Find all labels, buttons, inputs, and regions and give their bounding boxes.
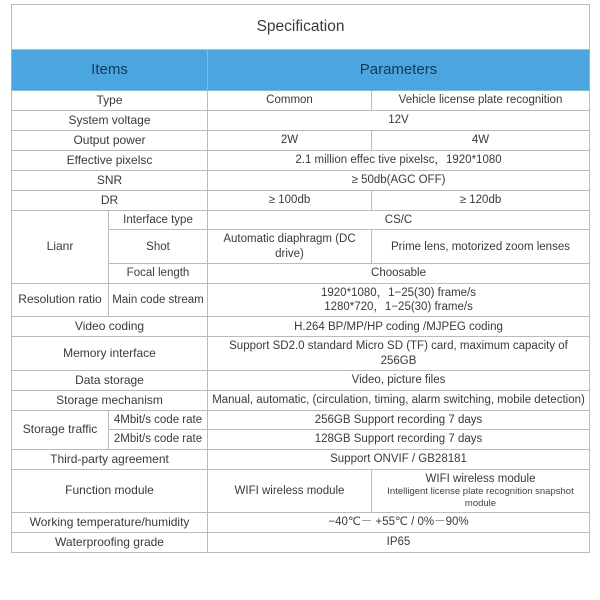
table-row-waterproofing-grade xyxy=(12,532,590,552)
system-voltage-value: 12V xyxy=(208,111,590,131)
waterproofing-grade-value: IP65 xyxy=(208,532,590,552)
function-module-lpr-line-1: WIFI wireless module xyxy=(425,472,536,485)
row-label-output-power: Output power xyxy=(12,131,208,151)
specification-table xyxy=(11,4,590,553)
row-label-effective-pixels: Effective pixelsc xyxy=(12,151,208,171)
table-row-working-temperature xyxy=(12,512,590,532)
row-label-storage-mechanism: Storage mechanism xyxy=(12,391,208,411)
table-row-third-party-agreement xyxy=(12,449,590,469)
function-module-lpr-line-2: Intelligent license plate recognition snapshot module xyxy=(387,486,574,509)
function-module-common-value: WIFI wireless module xyxy=(208,469,372,512)
header-parameters: Parameters xyxy=(208,50,590,91)
effective-pixels-value: 2.1 million effec tive pixelsc，1920*1080 xyxy=(208,151,590,171)
type-lpr-value: Vehicle license plate recognition xyxy=(372,91,590,111)
row-label-snr: SNR xyxy=(12,171,208,191)
row-label-main-code-stream: Main code stream xyxy=(109,283,208,317)
row-label-function-module: Function module xyxy=(12,469,208,512)
resolution-line-1: 1920*1080，1−25(30) frame/s xyxy=(320,286,477,299)
row-label-system-voltage: System voltage xyxy=(12,111,208,131)
table-row-lens-interface xyxy=(12,211,590,230)
row-label-resolution-ratio: Resolution ratio xyxy=(12,283,109,317)
shot-common-value: Automatic diaphragm (DC drive) xyxy=(208,230,372,264)
video-coding-value: H.264 BP/MP/HP coding /MJPEG coding xyxy=(208,317,590,337)
row-label-data-storage: Data storage xyxy=(12,371,208,391)
row-label-shot: Shot xyxy=(109,230,208,264)
resolution-ratio-value xyxy=(208,283,590,317)
header-items: Items xyxy=(12,50,208,91)
storage-traffic-2mbit-value: 128GB Support recording 7 days xyxy=(208,430,590,449)
table-row-data-storage xyxy=(12,371,590,391)
row-label-waterproofing-grade: Waterproofing grade xyxy=(12,532,208,552)
row-label-4mbit-code-rate: 4Mbit/s code rate xyxy=(109,411,208,430)
row-label-dr: DR xyxy=(12,191,208,211)
shot-lpr-value: Prime lens, motorized zoom lenses xyxy=(372,230,590,264)
working-temperature-value: −40℃－ +55℃ / 0%－90% xyxy=(208,512,590,532)
focal-length-value: Choosable xyxy=(208,264,590,283)
output-power-lpr-value: 4W xyxy=(372,131,590,151)
row-label-storage-traffic: Storage traffic xyxy=(12,411,109,450)
row-label-third-party-agreement: Third-party agreement xyxy=(12,449,208,469)
table-row-snr xyxy=(12,171,590,191)
data-storage-value: Video, picture files xyxy=(208,371,590,391)
table-row-system-voltage xyxy=(12,111,590,131)
dr-common-value: ≥ 100db xyxy=(208,191,372,211)
output-power-common-value: 2W xyxy=(208,131,372,151)
table-row-storage-mechanism xyxy=(12,391,590,411)
table-row-dr xyxy=(12,191,590,211)
storage-mechanism-value: Manual, automatic, (circulation, timing, alarm switching, mobile detection) xyxy=(208,391,590,411)
row-label-video-coding: Video coding xyxy=(12,317,208,337)
row-label-memory-interface: Memory interface xyxy=(12,337,208,371)
interface-type-value: CS/C xyxy=(208,211,590,230)
row-label-2mbit-code-rate: 2Mbit/s code rate xyxy=(109,430,208,449)
row-label-lens: Lianr xyxy=(12,211,109,284)
specification-table-container xyxy=(11,4,589,553)
table-row-function-module xyxy=(12,469,590,512)
table-row-video-coding xyxy=(12,317,590,337)
page-title: Specification xyxy=(12,5,590,50)
table-row-resolution-ratio xyxy=(12,283,590,317)
third-party-agreement-value: Support ONVIF / GB28181 xyxy=(208,449,590,469)
memory-interface-value: Support SD2.0 standard Micro SD (TF) card, maximum capacity of 256GB xyxy=(208,337,590,371)
row-label-working-temperature: Working temperature/humidity xyxy=(12,512,208,532)
row-label-type: Type xyxy=(12,91,208,111)
table-row-storage-traffic-4mbit xyxy=(12,411,590,430)
table-row-memory-interface xyxy=(12,337,590,371)
function-module-lpr-value xyxy=(372,469,590,512)
title-row xyxy=(12,5,590,50)
snr-value: ≥ 50db(AGC OFF) xyxy=(208,171,590,191)
resolution-line-2: 1280*720，1−25(30) frame/s xyxy=(324,300,473,313)
table-header-row xyxy=(12,50,590,91)
type-common-value: Common xyxy=(208,91,372,111)
dr-lpr-value: ≥ 120db xyxy=(372,191,590,211)
row-label-focal-length: Focal length xyxy=(109,264,208,283)
row-label-interface-type: Interface type xyxy=(109,211,208,230)
storage-traffic-4mbit-value: 256GB Support recording 7 days xyxy=(208,411,590,430)
table-row-type xyxy=(12,91,590,111)
table-row-effective-pixels xyxy=(12,151,590,171)
table-row-output-power xyxy=(12,131,590,151)
